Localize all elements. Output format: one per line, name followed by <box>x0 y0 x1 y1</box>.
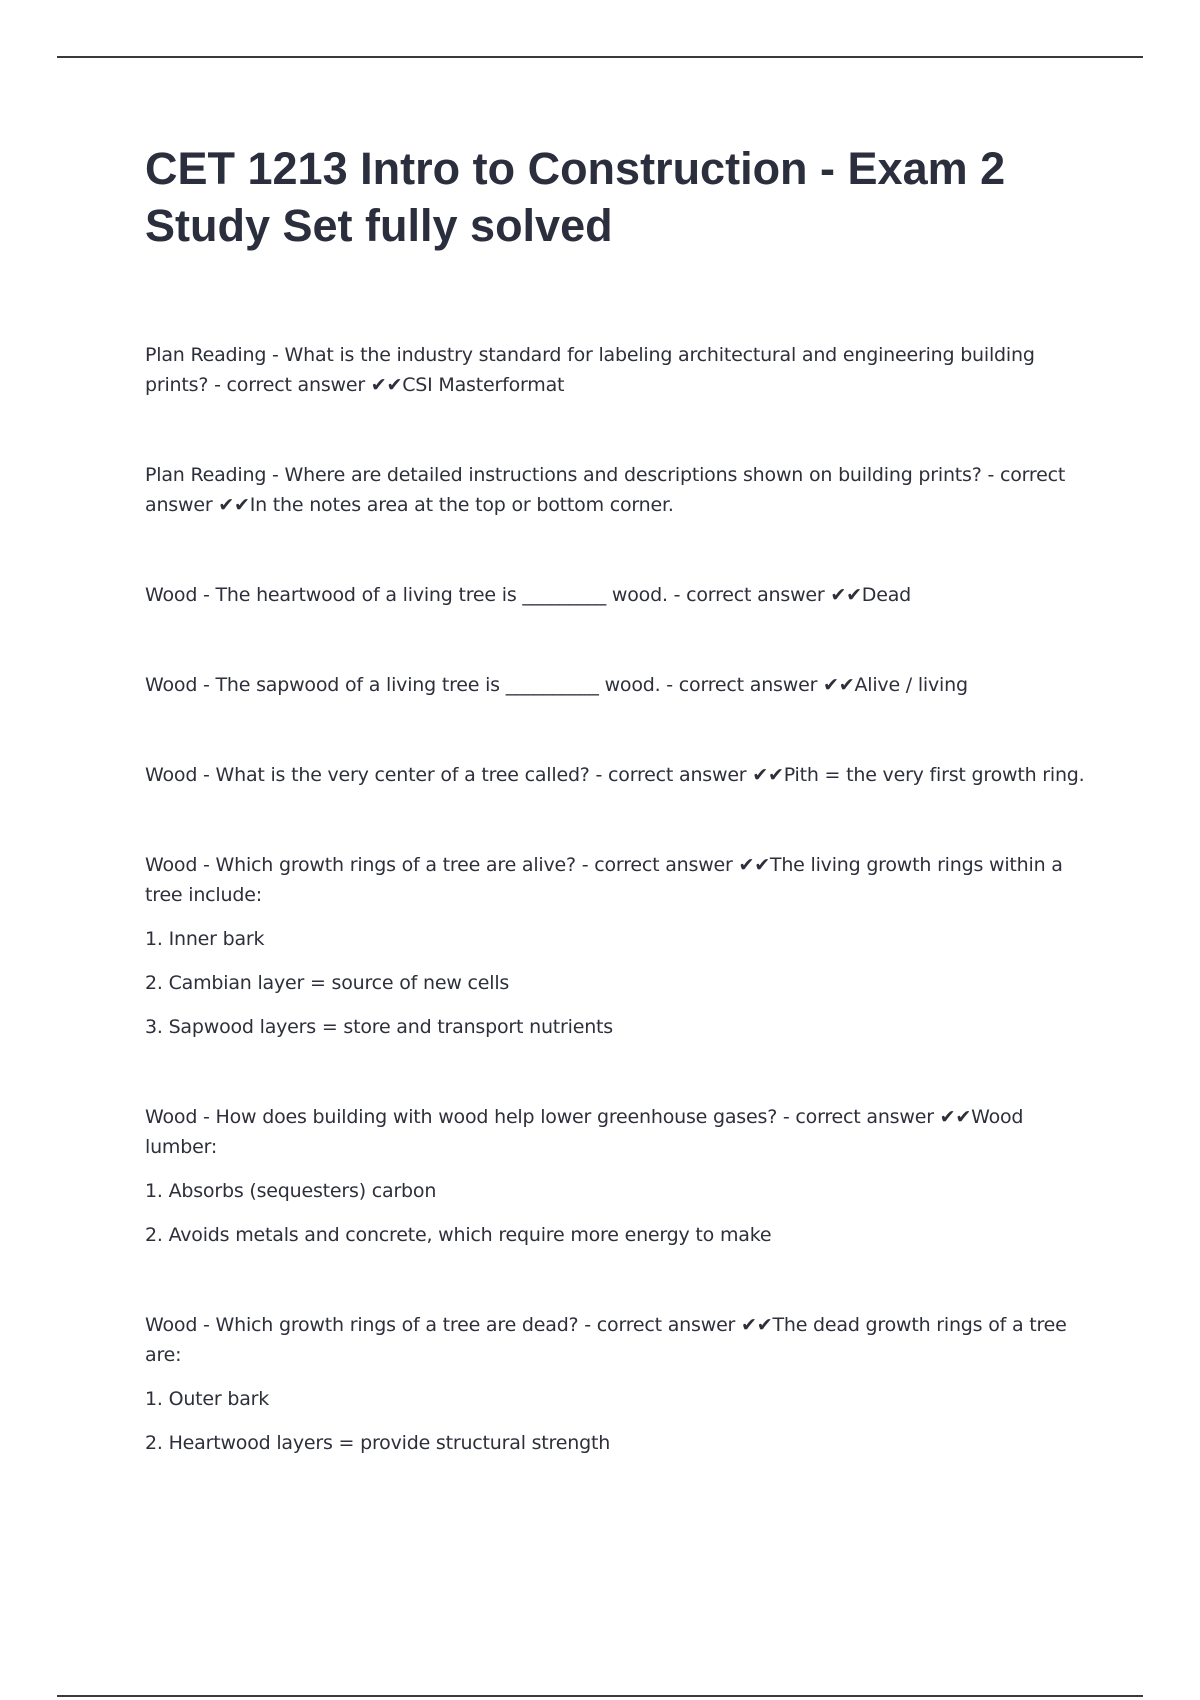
list-item: 1. Inner bark <box>145 928 265 950</box>
list-item: 2. Avoids metals and concrete, which require more energy to make <box>145 1224 772 1246</box>
qa-item <box>145 670 1085 700</box>
qa-item <box>145 580 1085 610</box>
qa-text: Wood - The heartwood of a living tree is _________ wood. - correct answer ✔✔Dead <box>145 584 912 606</box>
qa-item <box>145 460 1085 520</box>
list-item: 3. Sapwood layers = store and transport nutrients <box>145 1016 614 1038</box>
qa-text: Plan Reading - What is the industry standard for labeling architectural and engineering building prints? - correct answer ✔✔CSI Masterformat <box>145 344 1035 396</box>
qa-item <box>145 850 1085 1042</box>
qa-text: Wood - Which growth rings of a tree are dead? - correct answer ✔✔The dead growth rings of a tree are: <box>145 1314 1067 1366</box>
qa-text: Wood - What is the very center of a tree called? - correct answer ✔✔Pith = the very first growth ring. <box>145 764 1085 786</box>
qa-item <box>145 1310 1085 1458</box>
qa-text: Wood - The sapwood of a living tree is __________ wood. - correct answer ✔✔Alive / living <box>145 674 968 696</box>
qa-item <box>145 760 1085 790</box>
document-title: CET 1213 Intro to Construction - Exam 2 Study Set fully solved <box>145 143 1006 251</box>
list-item: 1. Outer bark <box>145 1388 270 1410</box>
list-item: 1. Absorbs (sequesters) carbon <box>145 1180 437 1202</box>
list-item: 2. Heartwood layers = provide structural strength <box>145 1432 611 1454</box>
qa-item <box>145 340 1085 400</box>
document-body <box>145 140 1085 1518</box>
qa-item <box>145 1102 1085 1250</box>
header-rule <box>57 56 1143 58</box>
list-item: 2. Cambian layer = source of new cells <box>145 972 510 994</box>
qa-text: Wood - How does building with wood help lower greenhouse gases? - correct answer ✔✔Wood lumber: <box>145 1106 1024 1158</box>
qa-text: Wood - Which growth rings of a tree are alive? - correct answer ✔✔The living growth rings within a tree include: <box>145 854 1063 906</box>
qa-text: Plan Reading - Where are detailed instructions and descriptions shown on building prints? - correct answer ✔✔In the notes area at the top or bottom corner. <box>145 464 1066 516</box>
footer-rule <box>57 1695 1143 1697</box>
